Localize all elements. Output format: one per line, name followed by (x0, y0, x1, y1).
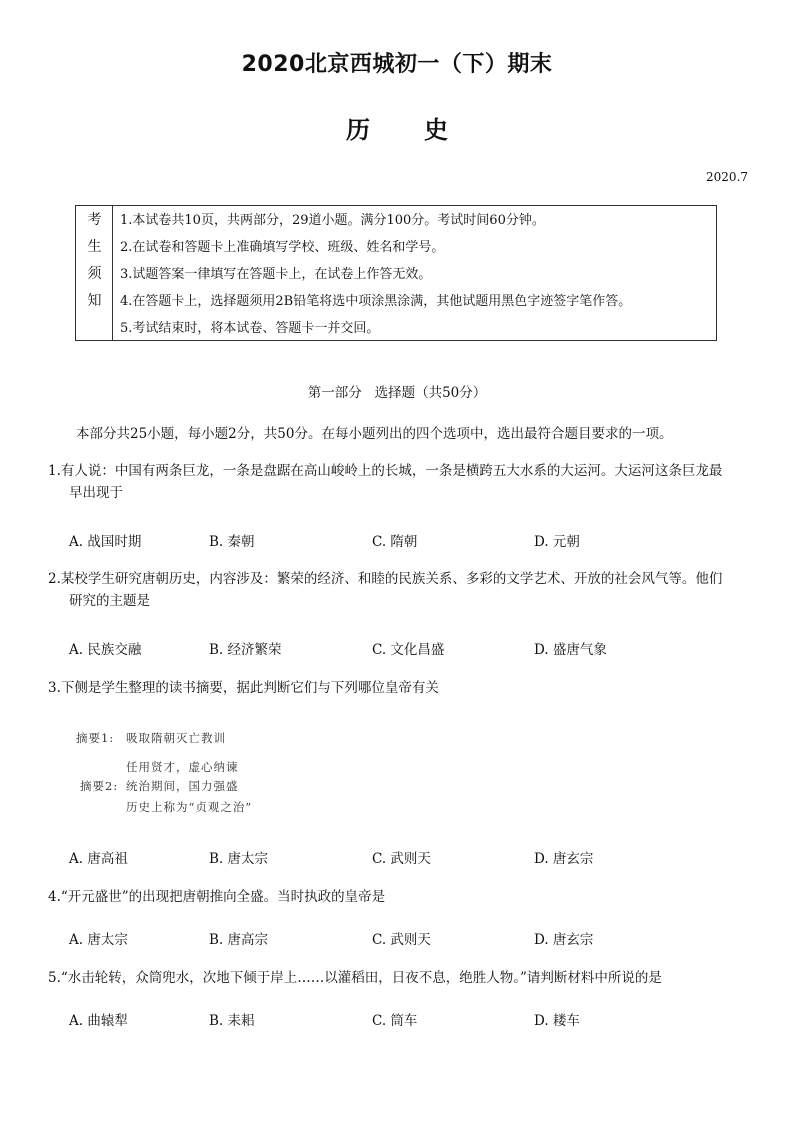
question-1 (48, 460, 748, 504)
exam-date: 2020.7 (706, 170, 748, 184)
excerpt-label-1: 摘要1: (76, 731, 115, 745)
option-a: A. 唐太宗 (69, 932, 128, 948)
question-text: 3.下侧是学生整理的读书摘要，据此判断它们与下列哪位皇帝有关 (48, 680, 439, 696)
question-2 (48, 568, 748, 612)
section-intro: 本部分共25小题，每小题2分，共50分。在每小题列出的四个选项中，选出最符合题目要求的一项。 (76, 426, 673, 442)
excerpt-text-2a: 任用贤才，虚心纳谏 (126, 760, 239, 774)
question-text: 4.“开元盛世”的出现把唐朝推向全盛。当时执政的皇帝是 (48, 889, 386, 905)
excerpt-text-2c: 历史上称为“贞观之治” (126, 800, 253, 814)
exam-notice-box (75, 205, 717, 341)
notice-item: 5.考试结束时，将本试卷、答题卡一并交回。 (120, 321, 380, 336)
option-b: B. 唐太宗 (209, 851, 269, 867)
page-title: 2020北京西城初一（下）期末 (241, 52, 553, 77)
notice-label-column (76, 206, 113, 340)
option-c: C. 筒车 (372, 1013, 418, 1029)
excerpt-text-2b: 统治期间，国力强盛 (126, 779, 239, 793)
notice-label-char: 考 (87, 212, 102, 228)
question-text-continued: 研究的主题是 (69, 593, 150, 609)
subject-title: 历史 (346, 116, 502, 144)
option-d: D. 唐玄宗 (534, 851, 594, 867)
question-text: 1.有人说：中国有两条巨龙，一条是盘踞在高山峻岭上的长城，一条是横跨五大水系的大运河。大运河这条巨龙最 (48, 463, 723, 479)
notice-item: 1.本试卷共10页，共两部分，29道小题。满分100分。考试时间60分钟。 (120, 213, 545, 228)
notice-item: 3.试题答案一律填写在答题卡上，在试卷上作答无效。 (120, 267, 432, 282)
question-5 (48, 967, 748, 989)
option-b: B. 唐高宗 (209, 932, 269, 948)
notice-item: 4.在答题卡上，选择题须用2B铅笔将选中项涂黑涂满，其他试题用黑色字迹签字笔作答。 (120, 294, 632, 309)
option-c: C. 隋朝 (372, 534, 418, 550)
question-4 (48, 886, 748, 908)
option-a: A. 唐高祖 (69, 851, 128, 867)
question-text-continued: 早出现于 (69, 485, 123, 501)
option-d: D. 耧车 (534, 1013, 580, 1029)
option-b: B. 耒耜 (209, 1013, 255, 1029)
question-text: 5.“水击轮转，众筒兜水，次地下倾于岸上……以灌稻田，日夜不息，绝胜人物。”请判断材料中所说的是 (48, 970, 662, 986)
option-b: B. 经济繁荣 (209, 642, 282, 658)
notice-label-char: 知 (87, 293, 102, 309)
option-a: A. 战国时期 (69, 534, 142, 550)
option-b: B. 秦朝 (209, 534, 255, 550)
option-a: A. 曲辕犁 (69, 1013, 128, 1029)
question-text: 2.某校学生研究唐朝历史，内容涉及：繁荣的经济、和睦的民族关系、多彩的文学艺术、开放的社会风气等。他们 (48, 571, 723, 587)
option-d: D. 元朝 (534, 534, 580, 550)
question-3 (48, 677, 748, 699)
option-c: C. 文化昌盛 (372, 642, 445, 658)
notice-label-char: 须 (87, 266, 102, 282)
section-title: 第一部分 选择题（共50分） (307, 385, 487, 401)
excerpt-label-2: 摘要2: (80, 779, 119, 793)
notice-label-char: 生 (87, 239, 102, 255)
option-c: C. 武则天 (372, 851, 431, 867)
option-c: C. 武则天 (372, 932, 431, 948)
option-d: D. 唐玄宗 (534, 932, 594, 948)
notice-item: 2.在试卷和答题卡上准确填写学校、班级、姓名和学号。 (120, 240, 445, 255)
excerpt-text-1: 吸取隋朝灭亡教训 (126, 731, 226, 745)
option-a: A. 民族交融 (69, 642, 142, 658)
option-d: D. 盛唐气象 (534, 642, 607, 658)
